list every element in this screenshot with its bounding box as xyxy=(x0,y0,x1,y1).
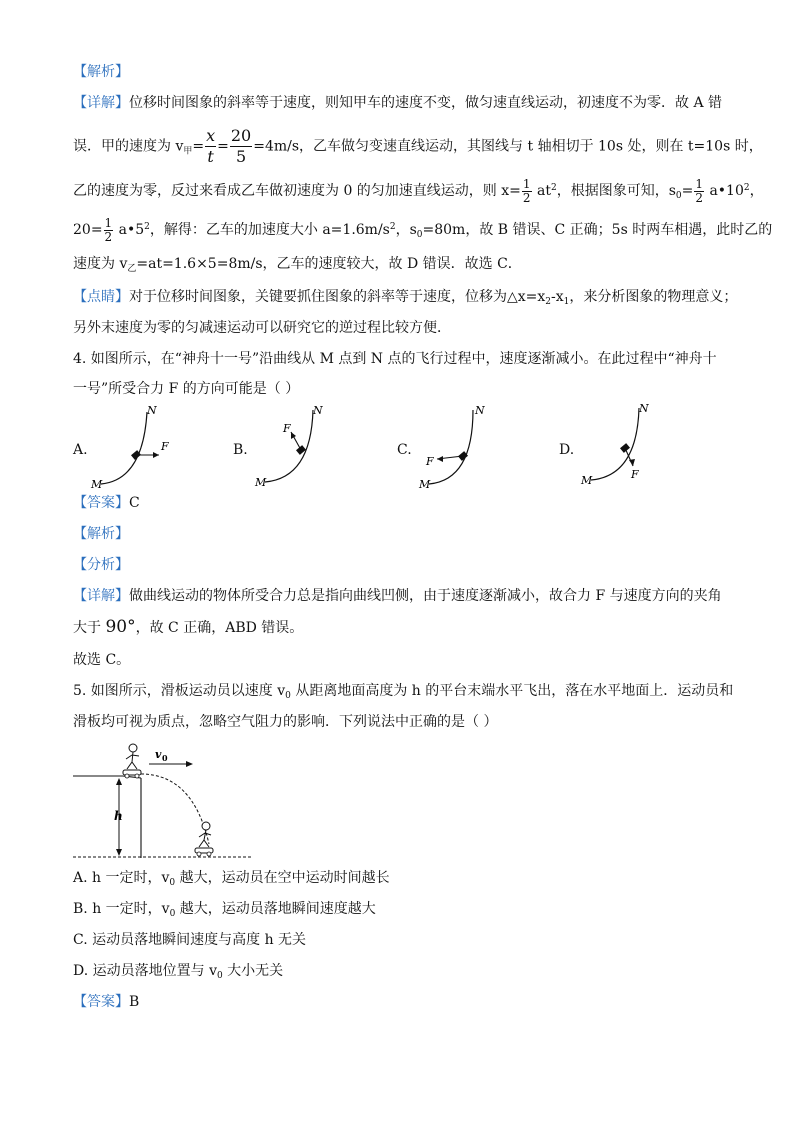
label-M: M xyxy=(581,474,593,487)
label-v0: v xyxy=(155,748,162,761)
remark-line-2: 另外末速度为零的匀减速运动可以研究它的逆过程比较方便． xyxy=(73,320,451,336)
q4-option-c-diagram xyxy=(397,402,557,492)
fraction-one-half: $\frac{1}{2}$ xyxy=(522,176,531,205)
label-N: N xyxy=(313,404,323,417)
label-F: F xyxy=(631,468,639,481)
q4-option-b: B. F N M xyxy=(233,402,393,492)
detail-line-5: 速度为 $v_乙=at=1.6\times 5=8m/s$，乙车的速度较大，故 D 错误．故选 C． xyxy=(73,256,522,274)
fraction-20-over-5: $\frac{20}{5}$ xyxy=(230,126,252,166)
detail-line-1: 【详解】位移时间图象的斜率等于速度，则知甲车的速度不变，做匀速直线运动，初速度不为零．故 A 错 xyxy=(73,95,723,111)
q5-option-b: B. h 一定时，$v_0$ 越大，运动员落地瞬间速度越大 xyxy=(73,901,376,919)
fraction-one-half: $\frac{1}{2}$ xyxy=(104,215,113,244)
label-N: N xyxy=(639,402,649,415)
q4-fenxi-heading: 【分析】 xyxy=(73,557,129,573)
detail-tag: 【详解】 xyxy=(73,95,129,111)
fraction-one-half: $\frac{1}{2}$ xyxy=(695,176,703,205)
q4-stem-line-1: 4. 如图所示，在“神舟十一号”沿曲线从 M 点到 N 点的飞行过程中，速度逐渐减小。在此过程中“神舟十 xyxy=(73,351,717,367)
q4-conclusion: 故选 C。 xyxy=(73,652,131,668)
detail-line-4: 20= $\frac{1}{2}$ $a•5^2$，解得：乙车的加速度大小 $a=1.6m/s^2$，$s_0=80m$，故 B 错误、C 正确；5s 时两车相遇，此时乙的 xyxy=(73,215,773,244)
q5-option-d: D. 运动员落地位置与 $v_0$ 大小无关 xyxy=(73,963,284,981)
analysis-tag: 【解析】 xyxy=(73,64,129,80)
q4-option-d-diagram xyxy=(559,402,719,502)
q4-stem-line-2: 一号”所受合力 F 的方向可能是（ ） xyxy=(73,381,300,397)
label-h: h xyxy=(114,809,123,823)
label-M: M xyxy=(91,478,103,491)
label-M: M xyxy=(419,478,431,491)
q5-answer: 【答案】B xyxy=(73,994,140,1010)
remark-line-1: 【点睛】对于位移时间图象，关键要抓住图象的斜率等于速度，位移为$\triangle x=x_2-x_1$，来分析图象的物理意义； xyxy=(73,289,738,307)
detail-line-2: 误．甲的速度为 $v_甲=$ $\frac{x}{t}$ = $\frac{20}{5}$ =4m/s，乙车做匀变速直线运动，其图线与 t 轴相切于 10s 处，则在 t=10s 时， xyxy=(73,126,763,166)
label-N: N xyxy=(475,404,485,417)
q5-stem-line-1: 5. 如图所示，滑板运动员以速度 $v_0$ 从距离地面高度为 h 的平台末端水平飞出，落在水平地面上．运动员和 xyxy=(73,683,734,701)
remark-tag: 【点睛】 xyxy=(73,289,129,305)
q5-option-c: C. 运动员落地瞬间速度与高度 h 无关 xyxy=(73,932,307,948)
label-F: F xyxy=(426,455,434,468)
label-M: M xyxy=(255,476,267,489)
answer-tag: 【答案】 xyxy=(73,495,129,511)
q5-option-a: A. h 一定时，$v_0$ 越大，运动员在空中运动时间越长 xyxy=(73,870,390,888)
detail-line-3: 乙的速度为零，反过来看成乙车做初速度为 0 的匀加速直线运动，则 x= $\frac{1}{2}$ $at^2$，根据图象可知，$s_0=$ $\frac{1}{2}$ $a•10^2$， xyxy=(73,176,764,205)
label-F: F xyxy=(161,440,169,453)
q4-option-c: C. F N M xyxy=(397,402,557,492)
analysis-heading xyxy=(73,62,129,82)
q5-diagram xyxy=(73,734,263,864)
q4-option-a: A. F N M xyxy=(73,402,233,492)
q4-option-b-diagram xyxy=(233,402,393,492)
label-F: F xyxy=(283,422,291,435)
q4-option-d: D. F N M xyxy=(559,402,719,502)
q4-option-a-diagram xyxy=(73,402,233,492)
q4-detail-line-2: 大于 90°，故 C 正确，ABD 错误。 xyxy=(73,617,304,637)
q4-detail-line-1: 【详解】做曲线运动的物体所受合力总是指向曲线凹侧，由于速度逐渐减小，故合力 F 与速度方向的夹角 xyxy=(73,588,722,604)
label-N: N xyxy=(147,404,157,417)
q5-stem-line-2: 滑板均可视为质点，忽略空气阻力的影响．下列说法中正确的是（ ） xyxy=(73,714,498,730)
fraction-x-over-t: $\frac{x}{t}$ xyxy=(206,126,216,166)
svg-text:0: 0 xyxy=(162,753,168,763)
q4-analysis-heading: 【解析】 xyxy=(73,526,129,542)
q4-answer: 【答案】C xyxy=(73,495,140,511)
